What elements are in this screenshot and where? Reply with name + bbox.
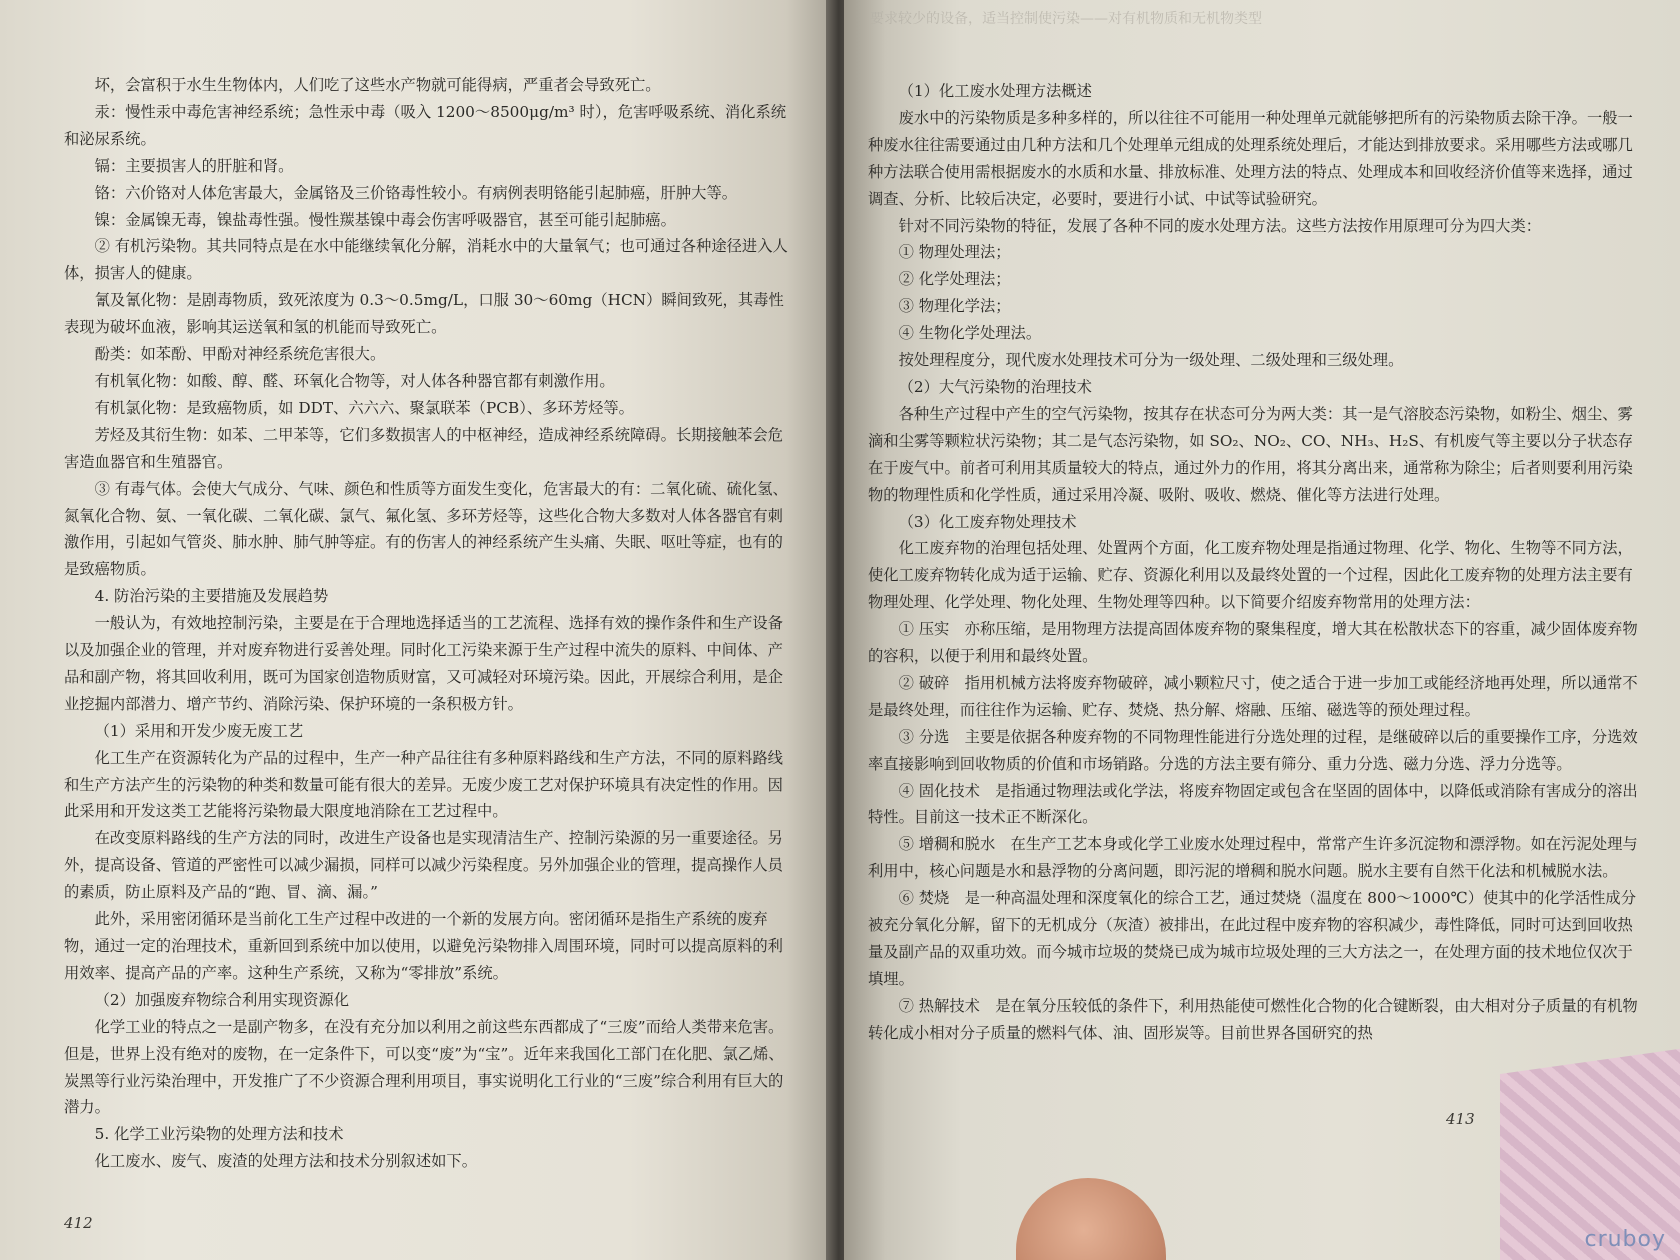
left-page-paragraph: 化学工业的特点之一是副产物多，在没有充分加以利用之前这些东西都成了“三废”而给人类带来危害。但是，世界上没有绝对的废物，在一定条件下，可以变“废”为“宝”。近年来我国化工部门在化肥、氯乙烯、炭黑等行业污染治理中，开发推广了不少资源合理利用项目，事实说明化工行业的“三废”综合利用有巨大的潜力。 — [64, 1017, 784, 1117]
right-page-paragraph: （3）化工废弃物处理技术 — [898, 512, 1077, 531]
left-page-text — [64, 72, 796, 1175]
right-page-paragraph: ③ 分选 主要是依据各种废弃物的不同物理性能进行分选处理的过程，是继破碎以后的重要操作工序，分选效率直接影响到回收物质的价值和市场销路。分选的方法主要有筛分、重力分选、磁力分选、浮力分选等。 — [868, 727, 1638, 773]
right-page-paragraph: （2）大气污染物的治理技术 — [898, 377, 1092, 396]
right-page-paragraph: ① 物理处理法； — [898, 243, 1011, 262]
left-page-paragraph: 铬：六价铬对人体危害最大，金属铬及三价铬毒性较小。有病例表明铬能引起肺癌，肝肿大等。 — [94, 183, 738, 202]
right-page-paragraph: 按处理程度分，现代废水处理技术可分为一级处理、二级处理和三级处理。 — [898, 351, 1404, 370]
right-page-paragraph: 废水中的污染物质是多种多样的，所以往往不可能用一种处理单元就能够把所有的污染物质去除干净。一般一种废水往往需要通过由几种方法和几个处理单元组成的处理系统处理后，才能达到排放要求。采用哪些方法或哪几种方法联合使用需根据废水的水质和水量、排放标准、处理方法的特点、处理成本和回收经济价值等来选择，通过调查、分析、比较后决定，必要时，要进行小试、中试等试验研究。 — [868, 108, 1633, 208]
left-page-paragraph: ③ 有毒气体。会使大气成分、气味、颜色和性质等方面发生变化，危害最大的有：二氧化硫、硫化氢、氮氧化合物、氨、一氧化碳、二氧化碳、氯气、氟化氢、多环芳烃等，这些化合物大多数对人体各器官有刺激作用，引起如气管炎、肺水肿、肺气肿等症。有的伤害人的神经系统产生头痛、失眠、呕吐等症，也有的是致癌物质。 — [64, 479, 788, 579]
right-page-number: 413 — [1446, 1110, 1475, 1128]
left-page-paragraph: 氰及氰化物：是剧毒物质，致死浓度为 0.3～0.5mg/L，口服 30～60mg（HCN）瞬间致死，其毒性表现为破坏血液，影响其运送氧和氢的机能而导致死亡。 — [64, 291, 784, 337]
right-page-paragraph: ② 化学处理法； — [898, 270, 1011, 289]
right-page-paragraph: 化工废弃物的治理包括处理、处置两个方面，化工废弃物处理是指通过物理、化学、物化、生物等不同方法，使化工废弃物转化成为适于运输、贮存、资源化利用以及最终处置的一个过程，因此化工废弃物的处理方法主要有物理处理、化学处理、物化处理、生物处理等四种。以下简要介绍废弃物常用的处理方法： — [868, 539, 1633, 612]
right-page-paragraph: ③ 物理化学法； — [898, 297, 1011, 316]
left-page-paragraph: 5. 化学工业污染物的处理方法和技术 — [94, 1125, 344, 1144]
left-page-paragraph: 镍：金属镍无毒，镍盐毒性强。慢性羰基镍中毒会伤害呼吸器官，甚至可能引起肺癌。 — [94, 210, 676, 229]
right-page-paragraph: ① 压实 亦称压缩，是用物理方法提高固体废弃物的聚集程度，增大其在松散状态下的容重，减少固体废弃物的容积，以便于利用和最终处置。 — [868, 620, 1638, 666]
left-page-paragraph: 一般认为，有效地控制污染，主要是在于合理地选择适当的工艺流程、选择有效的操作条件和生产设备以及加强企业的管理，并对废弃物进行妥善处理。同时化工污染来源于生产过程中流失的原料、中间体、产品和副产物，将其回收利用，既可为国家创造物质财富，又可减轻对环境污染。因此，开展综合利用，是企业挖掘内部潜力、增产节约、消除污染、保护环境的一条积极方针。 — [64, 614, 783, 713]
left-page-paragraph: 在改变原料路线的生产方法的同时，改进生产设备也是实现清洁生产、控制污染源的另一重要途径。另外，提高设备、管道的严密性可以减少漏损，同样可以减少污染程度。另外加强企业的管理，提高操作人员的素质，防止原料及产品的“跑、冒、滴、漏。” — [64, 829, 783, 902]
left-page-paragraph: （1）采用和开发少废无废工艺 — [94, 721, 304, 740]
left-page-paragraph: ② 有机污染物。其共同特点是在水中能继续氧化分解，消耗水中的大量氧气；也可通过各种途径进入人体，损害人的健康。 — [64, 237, 788, 283]
left-page — [0, 0, 836, 1260]
left-page-paragraph: 4. 防治污染的主要措施及发展趋势 — [94, 587, 329, 606]
left-page-paragraph: 酚类：如苯酚、甲酚对神经系统危害很大。 — [94, 345, 386, 364]
right-page-paragraph: ⑥ 焚烧 是一种高温处理和深度氧化的综合工艺，通过焚烧（温度在 800～1000℃）使其中的化学活性成分被充分氧化分解，留下的无机成分（灰渣）被排出，在此过程中废弃物的容积减少，毒性降低，同时可达到回收热量及副产品的双重功效。而今城市垃圾的焚烧已成为城市垃圾处理的三大方法之一，在处理方面的技术地位仅次于填埋。 — [868, 889, 1637, 988]
left-page-paragraph: 坏，会富积于水生生物体内，人们吃了这些水产物就可能得病，严重者会导致死亡。 — [94, 76, 661, 94]
left-page-paragraph: 芳烃及其衍生物：如苯、二甲苯等，它们多数损害人的中枢神经，造成神经系统障碍。长期接触苯会危害造血器官和生殖器官。 — [64, 425, 783, 471]
watermark: cruboy — [1584, 1227, 1666, 1252]
left-page-paragraph: 化工生产在资源转化为产品的过程中，生产一种产品往往有多种原料路线和生产方法，不同的原料路线和生产方法产生的污染物的种类和数量可能有很大的差异。无废少废工艺对保护环境具有决定性的作用。因此采用和开发这类工艺能将污染物最大限度地消除在工艺过程中。 — [64, 748, 783, 821]
right-page-paragraph: ④ 固化技术 是指通过物理法或化学法，将废弃物固定或包含在坚固的固体中，以降低或消除有害成分的溶出特性。目前这一技术正不断深化。 — [868, 781, 1638, 827]
left-page-number: 412 — [64, 1214, 93, 1232]
left-page-paragraph: 有机氯化物：是致癌物质，如 DDT、六六六、聚氯联苯（PCB）、多环芳烃等。 — [94, 398, 634, 417]
bleed-through-text: 要求较少的设备，适当控制使污染——对有机物质和无机物类型 — [870, 11, 1262, 27]
right-page-paragraph: （1）化工废水处理方法概述 — [898, 82, 1092, 100]
left-page-paragraph: 镉：主要损害人的肝脏和肾。 — [94, 156, 294, 175]
left-page-paragraph: 此外，采用密闭循环是当前化工生产过程中改进的一个新的发展方向。密闭循环是指生产系统的废弃物，通过一定的治理技术，重新回到系统中加以使用，以避免污染物排入周围环境，同时可以提高原料的利用效率、提高产品的产率。这种生产系统，又称为“零排放”系统。 — [64, 910, 783, 982]
left-page-paragraph: 化工废水、废气、废渣的处理方法和技术分别叙述如下。 — [94, 1152, 478, 1171]
left-page-paragraph: 汞：慢性汞中毒危害神经系统；急性汞中毒（吸入 1200～8500μg/m³ 时），危害呼吸系统、消化系统和泌尿系统。 — [64, 102, 787, 148]
left-page-paragraph: 有机氧化物：如酸、醇、醛、环氧化合物等，对人体各种器官都有刺激作用。 — [94, 371, 615, 390]
right-page-text — [868, 78, 1640, 1047]
right-page-paragraph: 针对不同污染物的特征，发展了各种不同的废水处理方法。这些方法按作用原理可分为四大类： — [898, 216, 1542, 235]
left-page-paragraph: （2）加强废弃物综合利用实现资源化 — [94, 990, 350, 1009]
right-page-paragraph: 各种生产过程中产生的空气污染物，按其存在状态可分为两大类：其一是气溶胶态污染物，如粉尘、烟尘、雾滴和尘雾等颗粒状污染物；其二是气态污染物，如 SO₂、NO₂、CO、NH₃、H₂S、有机废气等主要以分子状态存在于废气中。前者可利用其质量较大的特点，通过外力的作用，将其分离出来，通常称为除尘；后者则要利用污染物的物理性质和化学性质，通过采用冷凝、吸附、吸收、燃烧、催化等方法进行处理。 — [868, 404, 1634, 504]
right-page-paragraph: ④ 生物化学处理法。 — [898, 324, 1042, 343]
right-page-paragraph: ⑤ 增稠和脱水 在生产工艺本身或化学工业废水处理过程中，常常产生许多沉淀物和漂浮物。如在污泥处理与利用中，核心问题是水和悬浮物的分离问题，即污泥的增稠和脱水问题。脱水主要有自然干化法和机械脱水法。 — [868, 835, 1638, 881]
right-page-paragraph: ② 破碎 指用机械方法将废弃物破碎，减小颗粒尺寸，使之适合于进一步加工或能经济地再处理，所以通常不是最终处理，而往往作为运输、贮存、焚烧、热分解、熔融、压缩、磁选等的预处理过程。 — [868, 673, 1638, 719]
right-page-paragraph: ⑦ 热解技术 是在氧分压较低的条件下，利用热能使可燃性化合物的化合键断裂，由大相对分子质量的有机物转化成小相对分子质量的燃料气体、油、固形炭等。目前世界各国研究的热 — [868, 996, 1638, 1042]
